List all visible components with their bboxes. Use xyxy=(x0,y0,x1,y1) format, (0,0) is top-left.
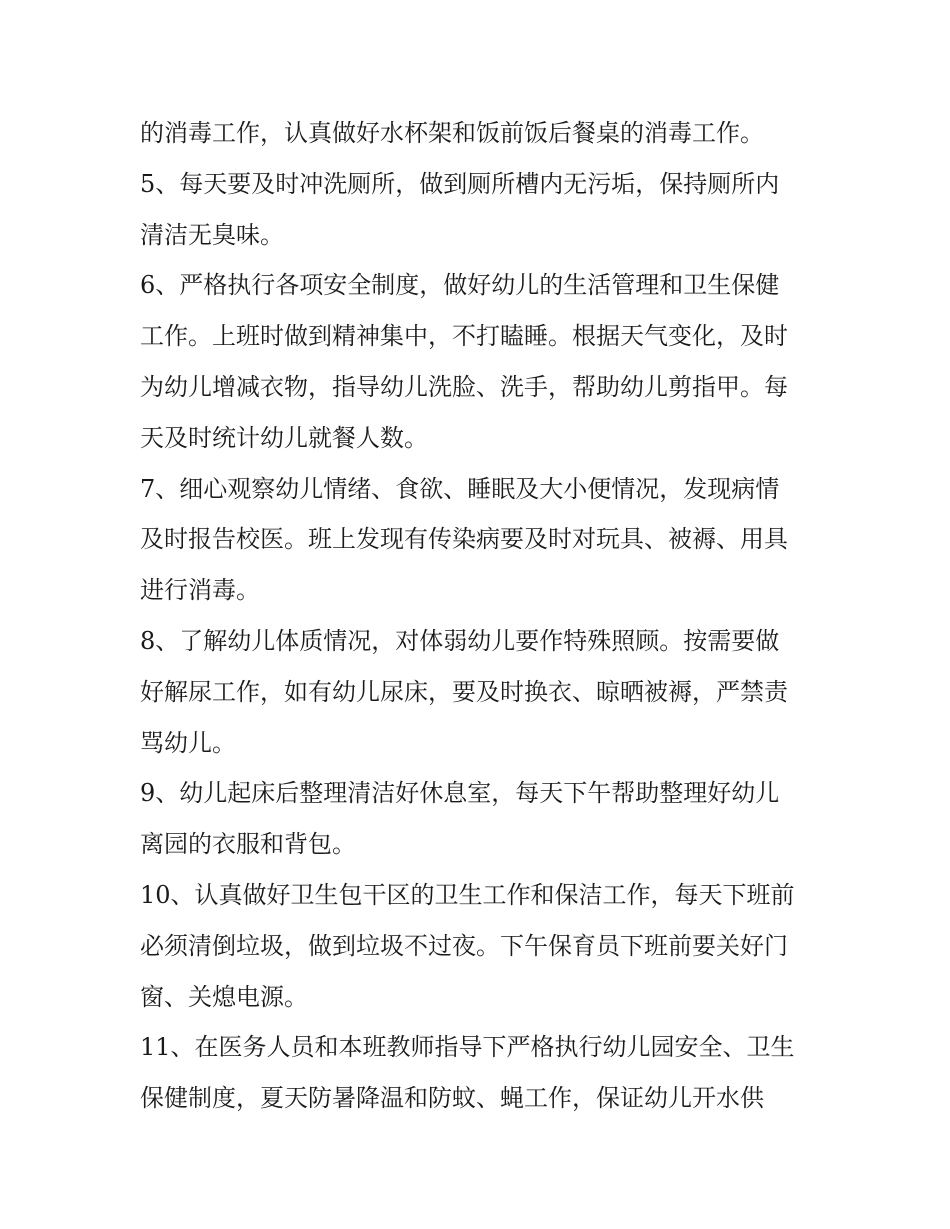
text-line: 进行消毒。 xyxy=(140,576,260,605)
text-line: 必须清倒垃圾，做到垃圾不过夜。下午保育员下班前要关好门 xyxy=(140,931,788,960)
text-line: 的消毒工作，认真做好水杯架和饭前饭后餐桌的消毒工作。 xyxy=(140,119,764,147)
text-line: 保健制度，夏天防暑降温和防蚊、蝇工作，保证幼儿开水供 xyxy=(140,1084,764,1113)
text-line: 9、幼儿起床后整理清洁好休息室，每天下午帮助整理好幼儿 xyxy=(140,779,780,808)
text-line: 及时报告校医。班上发现有传染病要及时对玩具、被褥、用具 xyxy=(140,525,788,554)
text-line: 6、严格执行各项安全制度，做好幼儿的生活管理和卫生保健 xyxy=(140,271,780,300)
text-line: 工作。上班时做到精神集中，不打瞌睡。根据天气变化，及时 xyxy=(140,322,788,351)
text-line: 5、每天要及时冲洗厕所，做到厕所槽内无污垢，保持厕所内 xyxy=(140,169,780,198)
text-line: 窗、关熄电源。 xyxy=(140,982,308,1011)
text-line: 8、了解幼儿体质情况，对体弱幼儿要作特殊照顾。按需要做 xyxy=(140,626,780,655)
text-line: 清洁无臭味。 xyxy=(140,220,284,249)
text-line: 为幼儿增减衣物，指导幼儿洗脸、洗手，帮助幼儿剪指甲。每 xyxy=(140,372,788,401)
document-body xyxy=(140,108,820,1124)
text-line: 天及时统计幼儿就餐人数。 xyxy=(140,423,428,452)
text-line: 骂幼儿。 xyxy=(140,728,236,757)
text-line: 离园的衣服和背包。 xyxy=(140,830,356,859)
text-line: 10、认真做好卫生包干区的卫生工作和保洁工作，每天下班前 xyxy=(140,880,795,909)
text-line: 好解尿工作，如有幼儿尿床，要及时换衣、晾晒被褥，严禁责 xyxy=(140,677,788,706)
text-line: 7、细心观察幼儿情绪、食欲、睡眠及大小便情况，发现病情 xyxy=(140,474,780,503)
text-line: 11、在医务人员和本班教师指导下严格执行幼儿园安全、卫生 xyxy=(140,1033,795,1062)
